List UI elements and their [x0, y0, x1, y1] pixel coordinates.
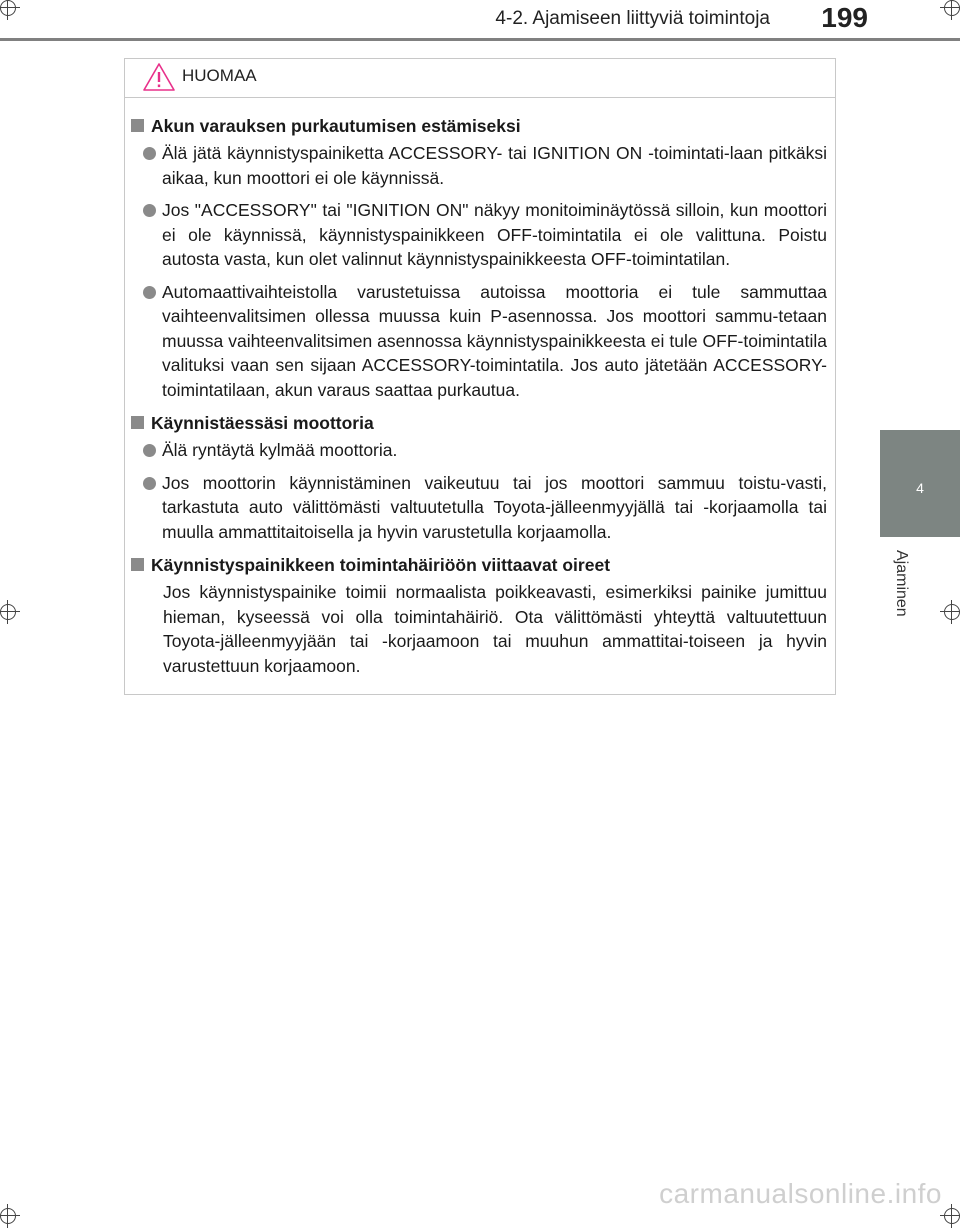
round-bullet-icon: [143, 286, 156, 299]
square-bullet-icon: [131, 416, 144, 429]
paragraph: Jos käynnistyspainike toimii normaalista poikkeavasti, esimerkiksi painike jumittuu hieman, kyseessä voi olla toimintahäiriö. Ota välittömästi yhteyttä valtuutettuun Toyota-jälleenmyyjään tai -korjaamoon tai muuhun ammattitai-toiseen ja hyvin varustettuun korjaamoon.: [163, 582, 827, 676]
registration-mark-icon: [0, 600, 20, 624]
list-item-text: Jos moottorin käynnistäminen vaikeutuu tai jos moottori sammuu toistu-vasti, tarkastuta auto välittömästi valtuutetulla Toyota-jälleenmyyjällä tai -korjaamolla tai muulla ammattitaitoisella ja hyvin varustetulla korjaamolla.: [162, 472, 827, 542]
list-item-text: Älä ryntäytä kylmää moottoria.: [162, 440, 398, 460]
round-bullet-icon: [143, 444, 156, 457]
list-item-text: Jos "ACCESSORY" tai "IGNITION ON" näkyy monitoiminäytössä silloin, kun moottori ei ole käynnissä, käynnistyspainikkeen OFF-toimintatila ei ole valittuna. Poistu autosta vasta, kun olet valinnut käynnistyspainikkeesta OFF-toimintatilan.: [162, 200, 827, 269]
section-heading: [131, 552, 827, 578]
section-heading-text: Käynnistyspainikkeen toimintahäiriöön viittaavat oireet: [151, 555, 611, 575]
registration-mark-icon: [940, 600, 960, 624]
page-number: 199: [821, 2, 868, 33]
notice-title: HUOMAA: [182, 66, 257, 85]
notice-content: [125, 98, 835, 678]
chapter-tab: [880, 430, 960, 537]
list-item: [131, 141, 827, 190]
section-heading: [131, 410, 827, 436]
chapter-number: 4: [916, 480, 924, 496]
notice-box: [124, 58, 836, 695]
round-bullet-icon: [143, 147, 156, 160]
page-header: [0, 0, 960, 42]
notice-header: [125, 59, 835, 98]
list-item: [131, 438, 827, 463]
section-heading: [131, 113, 827, 139]
square-bullet-icon: [131, 119, 144, 132]
warning-triangle-icon: [142, 62, 176, 92]
header-rule: [0, 38, 960, 41]
chapter-label: Ajaminen: [893, 550, 910, 617]
list-item: [131, 198, 827, 272]
section-title: 4-2. Ajamiseen liittyviä toimintoja: [495, 8, 770, 29]
list-item: [131, 280, 827, 403]
registration-mark-icon: [0, 1204, 20, 1228]
round-bullet-icon: [143, 204, 156, 217]
registration-mark-icon: [940, 1204, 960, 1228]
square-bullet-icon: [131, 558, 144, 571]
round-bullet-icon: [143, 477, 156, 490]
list-item: [131, 471, 827, 545]
watermark-url[interactable]: carmanualsonline.info: [659, 1178, 942, 1209]
section-heading-text: Akun varauksen purkautumisen estämiseksi: [151, 116, 521, 136]
list-item-text: Automaattivaihteistolla varustetuissa autoissa moottoria ei tule sammuttaa vaihteenvalitsimen ollessa muussa kuin P-asennossa. Jos moottori sammu-tetaan muussa vaihteenvalitsimen asennossa käynnistyspainikkeesta ei tule OFF-toimintatila valituksi vaan sen sijaan ACCESSORY-toimintatila. Jos auto jätetään ACCESSORY-toimintatilaan, akun varaus saattaa purkautua.: [162, 281, 827, 400]
section-heading-text: Käynnistäessäsi moottoria: [151, 413, 374, 433]
list-item-text: Älä jätä käynnistyspainiketta ACCESSORY- tai IGNITION ON -toimintati-laan pitkäksi aikaa, kun moottori ei ole käynnissä.: [162, 143, 827, 188]
